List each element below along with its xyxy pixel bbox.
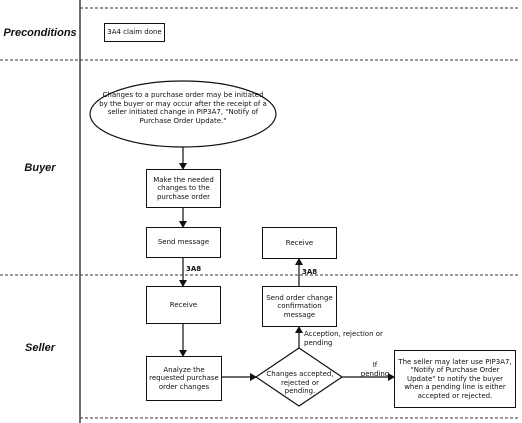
send-confirmation-box: Send order change confirmation message <box>262 286 337 327</box>
make-changes-box: Make the needed changes to the purchase order <box>146 169 221 208</box>
start-note-text: Changes to a purchase order may be initiated by the buyer or may occur after the receipt of a seller initiated change in PIP3A7, "Notify of Purchase Order Update." <box>99 91 267 125</box>
analyze-box: Analyze the requested purchase order changes <box>146 356 222 401</box>
seller-receive-box: Receive <box>146 286 221 324</box>
end-note-box: The seller may later use PIP3A7, "Notify of Purchase Order Update" to notify the buyer when a pending line is either accepted or rejected. <box>394 350 516 408</box>
label-acception-branch: Acception, rejection or pending <box>304 330 383 347</box>
lane-label-seller: Seller <box>25 342 55 354</box>
send-message-box: Send message <box>146 227 221 258</box>
precondition-box: 3A4 claim done <box>104 23 165 42</box>
lane-label-preconditions: Preconditions <box>3 27 77 39</box>
buyer-receive-box: Receive <box>262 227 337 259</box>
label-3a8-up: 3A8 <box>302 268 318 276</box>
label-3a8-down: 3A8 <box>186 265 202 273</box>
lane-label-buyer: Buyer <box>24 162 56 174</box>
label-pending-branch: If pending <box>360 361 390 378</box>
decision-text: Changes accepted, rejected or pending. <box>266 370 334 395</box>
